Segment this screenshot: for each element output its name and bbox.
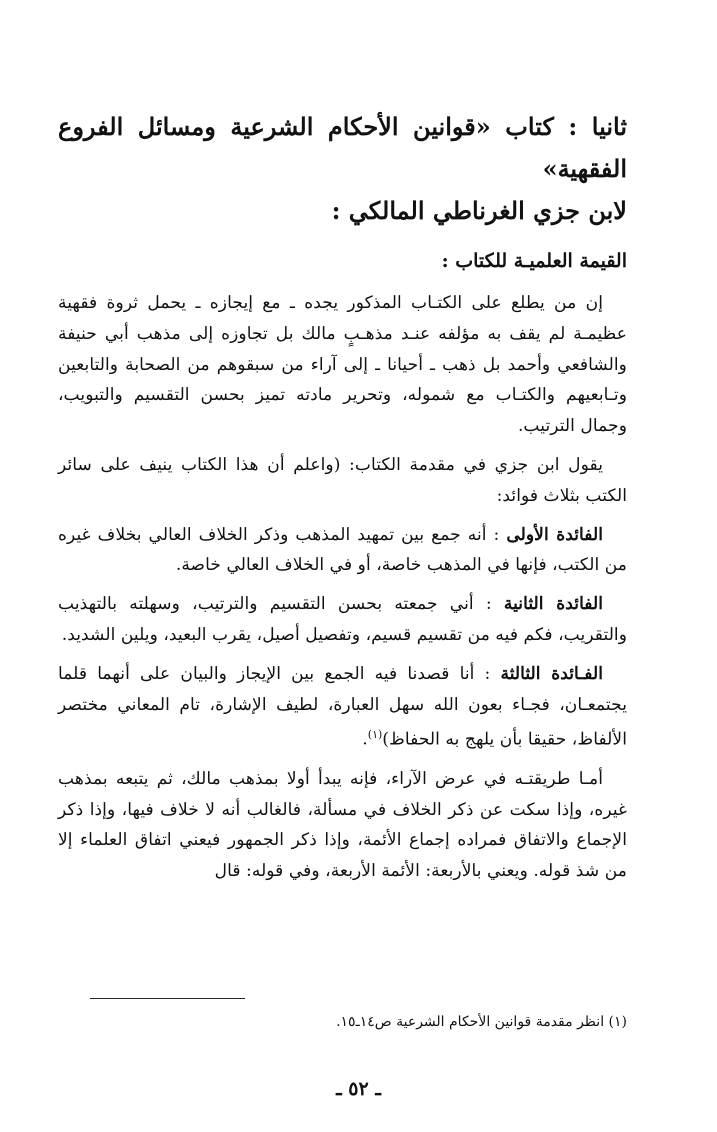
benefit-1-label: الفائدة الأولى: [506, 524, 603, 545]
paragraph-benefit-2: [58, 589, 627, 651]
subsection-heading: القيمة العلميـة للكتاب :: [441, 250, 627, 272]
section-heading-line2: لابن جزي الغرناطي المالكي :: [331, 196, 627, 225]
footnote-divider: [90, 998, 245, 999]
benefit-3-end: .: [362, 730, 368, 751]
benefit-2-label: الفائدة الثانية: [503, 594, 604, 615]
section-heading-line1: ثانيا : كتاب «قوانين الأحكام الشرعية ومسائل الفروع الفقهية»: [58, 112, 627, 183]
paragraph-quote-intro: يقول ابن جزي في مقدمة الكتاب: (واعلم أن هذا الكتاب ينيف على سائر الكتب بثلاث فوائد:: [58, 454, 627, 506]
benefit-3-label: الفـائدة الثالثة: [500, 663, 603, 684]
footnote: (١) انظر مقدمة قوانين الأحكام الشرعية ص١٤ـ١٥.: [336, 1014, 627, 1030]
body-text: [58, 288, 627, 895]
paragraph-intro: إن من يطلع على الكتـاب المذكور يجده ـ مع إيجازه ـ يحمل ثروة فقهية عظيمـة لم يقف به مؤلفه عنـد مذهـبٍ مالك بل تجاوزه إلى مذهب أبي حنيفة والشافعي وأحمد بل ذهب ـ أحيانا ـ إلى آراء من سبقوهم من الصحابة والتابعين وتـابعيهم والكتـاب مع شموله، وتحرير مادته تميز بحسن التقسيم والتبويب، وجمال الترتيب.: [58, 293, 627, 437]
section-heading: [58, 106, 627, 232]
footnote-reference[interactable]: (١): [367, 728, 383, 742]
benefit-3-text: : أنا قصدنا فيه الجمع بين الإيجاز والبيان على أنهما قلما يجتمعـان، فجـاء بعون الله سهل العبارة، لطيف الإشارة، تام المعاني مختصر الألفاظ، حقيقا بأن يلهج به الحفاظ): [58, 663, 627, 751]
benefit-2-text: : أني جمعته بحسن التقسيم والترتيب، وسهلته بالتهذيب والتقريب، فكم فيه من تقسيم قسيم، وتفصيل أصيل، يقرب البعيد، ويلين الشديد.: [58, 594, 627, 645]
benefit-1-text: : أنه جمع بين تمهيد المذهب وذكر الخلاف العالي بخلاف غيره من الكتب، فإنها في المذهب خاصة، أو في الخلاف العالي خاصة.: [58, 524, 627, 576]
paragraph-benefit-1: [58, 520, 627, 582]
paragraph-benefit-3: [58, 659, 627, 756]
page-number: ـ ٥٢ ـ: [336, 1078, 381, 1100]
page-content: [58, 106, 627, 882]
paragraph-method: أمـا طريقتـه في عرض الآراء، فإنه يبدأ أولا بمذهب مالك، ثم يتبعه بمذهب غيره، وإذا سكت عن ذكر الخلاف في مسألة، فالغالب أنه لا خلاف فيها، وإذا ذكر الإجماع والاتفاق فمراده إجماع الأئمة، وإذا ذكر الجمهور فيعني اتفاق العلماء إلا من شذ قوله. ويعني بالأربعة: الأئمة الأربعة، وفي قوله: قال: [58, 768, 627, 882]
